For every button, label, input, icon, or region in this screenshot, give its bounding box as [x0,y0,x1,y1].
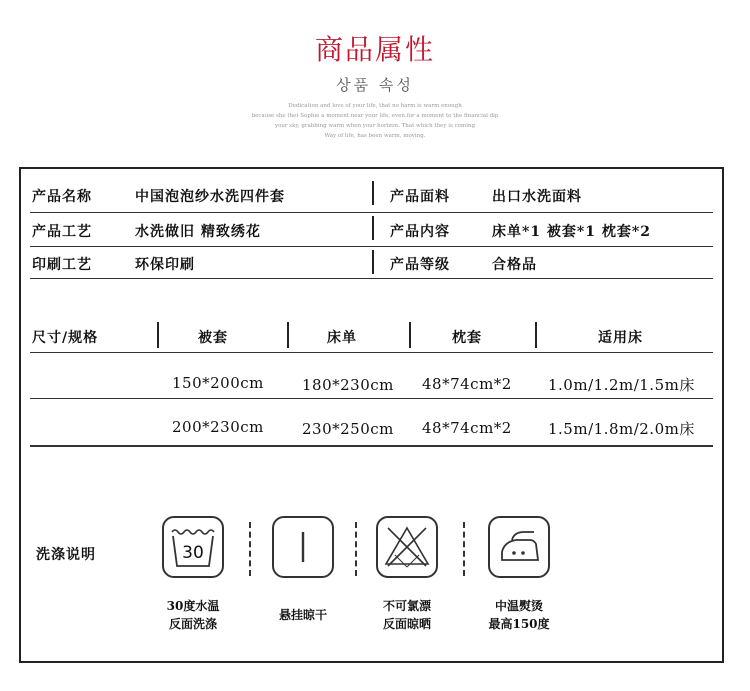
attribute-value-grade: 合格品 [492,257,537,273]
attribute-row-divider [30,278,713,279]
attribute-separator [372,250,374,274]
attribute-label-printing: 印刷工艺 [32,257,92,273]
tagline-line-2: because she (he) Sophie a moment near your life, even for a moment to the financial dip [251,113,499,119]
size-header-spec: 尺寸/规格 [32,330,99,346]
product-attributes-frame [19,167,724,663]
wash-temperature-number: 30 [182,543,204,563]
size-header-separator [157,322,159,348]
care-item-4-line-2: 最高150度 [488,617,550,631]
no-bleach-icon [376,516,438,578]
care-item-1-line-2: 反面洗涤 [168,617,217,631]
size-header-separator [535,322,537,348]
size-table-header-divider [30,352,713,353]
size-header-sheet: 床单 [327,330,357,346]
size-row-1-pillowcase: 48*74cm*2 [422,375,512,393]
attribute-value-name: 中国泡泡纱水洗四件套 [135,189,285,205]
size-header-separator [409,322,411,348]
care-item-3-line-1: 不可氯漂 [382,599,431,613]
attribute-label-craft: 产品工艺 [32,224,92,240]
care-item-3-line-2: 反面晾晒 [382,617,431,631]
tagline-line-1: Dedication and love of your life, that no harm is warm enough [288,103,462,109]
iron-medium-icon [488,516,550,578]
size-table-row-divider [30,398,713,399]
attribute-separator [372,181,374,205]
hang-dry-icon [272,516,334,578]
size-row-2-duvet: 200*230cm [172,418,264,436]
attribute-value-craft: 水洗做旧 精致绣花 [135,224,261,240]
care-item-1-line-1: 30度水温 [166,599,220,613]
size-row-2-sheet: 230*250cm [302,420,394,438]
size-header-pillowcase: 枕套 [452,330,482,346]
size-table-bottom-divider [30,445,713,447]
wash-30-icon [162,516,224,578]
care-label: 洗涤说明 [36,547,96,563]
attribute-value-fabric: 出口水洗面料 [492,189,582,205]
size-header-duvet: 被套 [198,330,228,346]
size-row-2-pillowcase: 48*74cm*2 [422,419,512,437]
size-row-1-sheet: 180*230cm [302,376,394,394]
attribute-row-divider [30,212,713,213]
care-item-4-line-1: 中温熨烫 [494,599,543,613]
attribute-value-contents: 床单*1 被套*1 枕套*2 [492,224,651,240]
attribute-separator [372,216,374,240]
tagline-line-3: your sky, grabbing warm when your horizon. That which they is coming [274,123,476,129]
size-row-1-bed: 1.0m/1.2m/1.5m床 [548,376,695,394]
care-divider [463,522,465,576]
care-item-2-line-1: 悬挂晾干 [278,608,327,622]
care-divider [249,522,251,576]
attribute-row-divider [30,246,713,247]
page-title: 商品属性 [314,33,435,66]
size-header-bed: 适用床 [598,330,643,346]
page-subtitle-korean: 상품 속성 [336,76,414,94]
attribute-value-printing: 环保印刷 [135,257,195,273]
attribute-label-fabric: 产品面料 [390,189,450,205]
size-header-separator [287,322,289,348]
care-divider [355,522,357,576]
size-row-1-duvet: 150*200cm [172,374,264,392]
attribute-label-contents: 产品内容 [390,224,450,240]
attribute-label-grade: 产品等级 [390,257,450,273]
size-row-2-bed: 1.5m/1.8m/2.0m床 [548,420,695,438]
attribute-label-name: 产品名称 [32,189,92,205]
tagline-line-4: Way of life, has been warm, moving. [324,133,426,139]
